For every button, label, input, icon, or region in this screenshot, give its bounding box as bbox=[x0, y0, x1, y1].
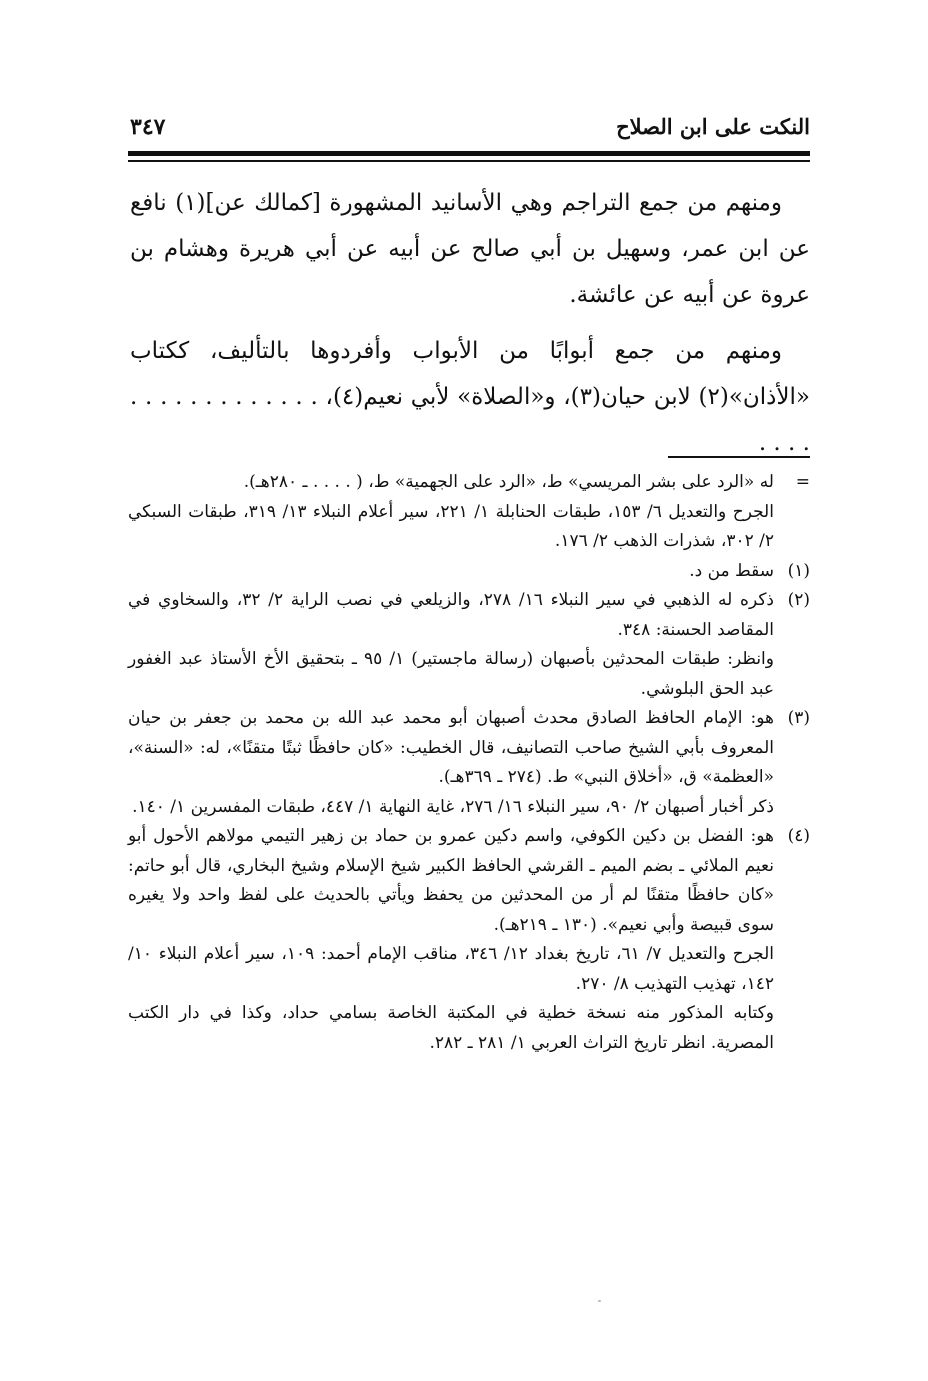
footnote-2 bbox=[128, 586, 810, 704]
footnote-line: له «الرد على بشر المريسي» ط، «الرد على الجهمية» ط، ( . . . . ـ ٢٨٠هـ). bbox=[243, 472, 774, 492]
scan-speck bbox=[598, 1300, 601, 1302]
footnote-mark: = bbox=[795, 472, 810, 492]
footnote-separator bbox=[668, 456, 810, 458]
footnote-mark: (٣) bbox=[787, 708, 810, 728]
main-text bbox=[130, 180, 810, 476]
footnote-line: ذكره له الذهبي في سير النبلاء ١٦/ ٢٧٨، والزيلعي في نصب الراية ٢/ ٣٢، والسخاوي في المقاصد الحسنة: ٣٤٨. bbox=[128, 590, 775, 640]
page-number: ٣٤٧ bbox=[130, 114, 166, 140]
paragraph-2-dots: . . . . . . . . . . . . . . . . . bbox=[130, 384, 810, 456]
footnote-mark: (٢) bbox=[787, 590, 810, 610]
footnote-line: الجرح والتعديل ٦/ ١٥٣، طبقات الحنابلة ١/ ٢٢١، سير أعلام النبلاء ١٣/ ٣١٩، طبقات السبكي ٢/ ٣٠٢، شذرات الذهب ٢/ ١٧٦. bbox=[128, 501, 774, 551]
paragraph-2 bbox=[130, 328, 810, 466]
footnotes bbox=[128, 468, 810, 1058]
running-header bbox=[130, 108, 810, 148]
footnote-body bbox=[128, 586, 774, 704]
footnote-continued bbox=[128, 468, 810, 557]
footnote-line: سقط من د. bbox=[689, 560, 774, 581]
paragraph-2-text: ومنهم من جمع أبوابًا من الأبواب وأفردوها بالتأليف، ككتاب «الأذان»(٢) لابن حيان(٣)، و«الصلاة» لأبي نعيم(٤)، bbox=[130, 338, 811, 410]
footnote-line: هو: الفضل بن دكين الكوفي، واسم دكين عمرو بن حماد بن زهير التيمي مولاهم الأحول أبو نعيم الملائي ـ بضم الميم ـ القرشي الحافظ الكبير شيخ الإسلام وشيخ البخاري، قال أبو حاتم: «كان حافظًا متقنًا لم أر من المحدثين من يحفظ ويأتي بالحديث على لفظ واحد ولا يغيره سوى قبيصة وأبي نعيم». (١٣٠ ـ ٢١٩هـ). bbox=[128, 826, 774, 935]
footnote-1 bbox=[128, 557, 810, 587]
footnote-body bbox=[128, 468, 774, 557]
footnote-line: الجرح والتعديل ٧/ ٦١، تاريخ بغداد ١٢/ ٣٤٦، مناقب الإمام أحمد: ١٠٩، سير أعلام النبلاء ١٠/ ١٤٢، تهذيب التهذيب ٨/ ٢٧٠. bbox=[128, 944, 774, 994]
footnote-3 bbox=[128, 704, 810, 822]
footnote-body bbox=[128, 822, 774, 1058]
header-rule-thin bbox=[128, 160, 810, 162]
running-title: النكت على ابن الصلاح bbox=[616, 114, 810, 139]
paragraph-1: ومنهم من جمع التراجم وهي الأسانيد المشهورة [كمالك عن](١) نافع عن ابن عمر، وسهيل بن أبي صالح عن أبيه عن أبي هريرة وهشام بن عروة عن أبيه عن عائشة. bbox=[130, 190, 810, 308]
footnote-line: وانظر: طبقات المحدثين بأصبهان (رسالة ماجستير) ١/ ٩٥ ـ بتحقيق الأخ الأستاذ عبد الغفور عبد الحق البلوشي. bbox=[128, 649, 774, 699]
footnote-body bbox=[128, 557, 774, 587]
footnote-4 bbox=[128, 822, 810, 1058]
header-rule-thick bbox=[128, 151, 810, 156]
footnote-line: هو: الإمام الحافظ الصادق محدث أصبهان أبو محمد عبد الله بن محمد بن جعفر بن حيان المعروف بأبي الشيخ صاحب التصانيف، قال الخطيب: «كان حافظًا ثبتًا متقنًا»، له: «السنة»، «العظمة» ق، «أخلاق النبي» ط. (٢٧٤ ـ ٣٦٩هـ). bbox=[128, 708, 774, 787]
footnote-line: ذكر أخبار أصبهان ٢/ ٩٠، سير النبلاء ١٦/ ٢٧٦، غاية النهاية ١/ ٤٤٧، طبقات المفسرين ١/ ١٤٠. bbox=[132, 796, 774, 817]
footnote-body bbox=[128, 704, 774, 822]
footnote-mark: (٤) bbox=[787, 826, 810, 846]
footnote-mark: (١) bbox=[787, 560, 810, 581]
footnote-line: وكتابه المذكور منه نسخة خطية في المكتبة الخاصة بسامي حداد، وكذا في دار الكتب المصرية. انظر تاريخ التراث العربي ١/ ٢٨١ ـ ٢٨٢. bbox=[128, 1003, 774, 1053]
